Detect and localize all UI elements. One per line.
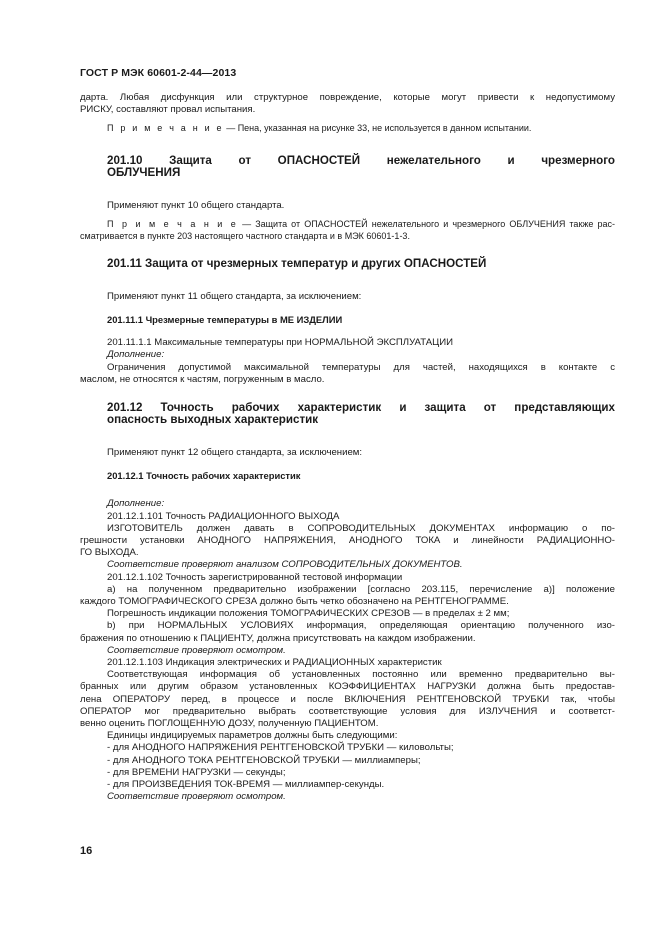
addition-label: Дополнение: — [107, 498, 165, 510]
paragraph-line: ИЗГОТОВИТЕЛЬ должен давать в СОПРОВОДИТЕЛЬНЫХ ДОКУМЕНТАХ информацию о по- — [107, 522, 615, 534]
paragraph-line: b) при НОРМАЛЬНЫХ УСЛОВИЯХ информация, определяющая ориентацию полученного изо- — [107, 620, 615, 632]
note-label: П р и м е ч а н и е — [107, 218, 239, 229]
page-number: 16 — [80, 845, 93, 857]
paragraph-line: бражения по отношению к ПАЦИЕНТУ, должна присутствовать на каждом изображении. — [80, 632, 476, 644]
compliance-check: Соответствие проверяют осмотром. — [107, 791, 286, 803]
paragraph-line: Погрешность индикации положения ТОМОГРАФИЧЕСКИХ СРЕЗОВ — в пределах ± 2 мм; — [107, 608, 510, 620]
paragraph-line: грешности установки АНОДНОГО НАПРЯЖЕНИЯ, АНОДНОГО ТОКА и линейности РАДИАЦИОННО- — [80, 534, 615, 546]
paragraph-line: дарта. Любая дисфункция или структурное повреждение, которые могут привести к недопустимому — [80, 92, 615, 103]
note-text: — Защита от ОПАСНОСТЕЙ нежелательного и чрезмерного ОБЛУЧЕНИЯ также рас- — [238, 218, 616, 229]
paragraph-line: ГО ВЫХОДА. — [80, 547, 139, 559]
page-header: ГОСТ Р МЭК 60601-2-44—2013 — [80, 67, 237, 79]
compliance-check: Соответствие проверяют осмотром. — [107, 644, 286, 656]
paragraph-line: ОПЕРАТОР мог предварительно выбрать соответствующие условия для ИЗЛУЧЕНИЯ и соответст- — [80, 705, 615, 717]
item-heading: 201.11.1.1 Максимальные температуры при НОРМАЛЬНОЙ ЭКСПЛУАТАЦИИ — [107, 337, 454, 349]
paragraph-line: венно оценить ПОГЛОЩЕННУЮ ДОЗУ, полученную ПАЦИЕНТОМ. — [80, 718, 379, 729]
paragraph-line: маслом, не относятся к частям, погруженным в масло. — [80, 373, 325, 385]
item-heading: 201.12.1.103 Индикация электрических и РАДИАЦИОННЫХ характеристик — [107, 656, 442, 668]
note — [107, 122, 615, 134]
section-heading-201-12-cont: опасность выходных характеристик — [107, 413, 319, 427]
item-heading: 201.12.1.101 Точность РАДИАЦИОННОГО ВЫХОДА — [107, 510, 340, 522]
section-heading-201-10: 201.10 Защита от ОПАСНОСТЕЙ нежелательного и чрезмерного — [107, 153, 615, 167]
note — [107, 218, 615, 230]
note-text: — Пена, указанная на рисунке 33, не используется в данном испытании. — [223, 123, 532, 134]
list-item: - для АНОДНОГО НАПРЯЖЕНИЯ РЕНТГЕНОВСКОЙ ТРУБКИ — киловольты; — [107, 742, 454, 754]
paragraph-line: а) на полученном предварительно изображении [согласно 203.115, перечисление а)] положение — [107, 583, 615, 595]
item-heading: 201.12.1.102 Точность зарегистрированной тестовой информации — [107, 571, 403, 583]
paragraph-line: каждого ТОМОГРАФИЧЕСКОГО СРЕЗА должно быть четко обозначено на РЕНТГЕНОГРАММЕ. — [80, 595, 509, 607]
paragraph-line: РИСКУ, составляют провал испытания. — [80, 104, 256, 116]
list-item: - для ВРЕМЕНИ НАГРУЗКИ — секунды; — [107, 766, 286, 778]
applies-text: Применяют пункт 12 общего стандарта, за исключением: — [107, 446, 363, 458]
section-heading-201-12: 201.12 Точность рабочих характеристик и защита от представляющих — [107, 400, 615, 414]
page-content — [80, 92, 616, 803]
note-label: П р и м е ч а н и е — [107, 123, 224, 134]
section-heading-201-11: 201.11 Защита от чрезмерных температур и других ОПАСНОСТЕЙ — [107, 257, 487, 271]
paragraph-line: бранных или другим образом установленных КОЭФФИЦИЕНТАХ НАГРУЗКИ должна быть предостав- — [80, 681, 615, 693]
section-heading-201-10-cont: ОБЛУЧЕНИЯ — [107, 166, 181, 180]
compliance-check: Соответствие проверяют анализом СОПРОВОДИТЕЛЬНЫХ ДОКУМЕНТОВ. — [107, 559, 463, 571]
paragraph-line: лена ОПЕРАТОРУ перед, в процессе и после ВКЛЮЧЕНИЯ РЕНТГЕНОВСКОЙ ТРУБКИ так, чтобы — [80, 693, 615, 705]
paragraph-line: Ограничения допустимой максимальной температуры для частей, находящихся в контакте с — [107, 361, 615, 373]
note-text-cont: сматривается в пункте 203 настоящего частного стандарта и в МЭК 60601-1-3. — [80, 231, 410, 242]
applies-text: Применяют пункт 10 общего стандарта. — [107, 199, 285, 211]
subsection-heading: 201.12.1 Точность рабочих характеристик — [107, 470, 301, 482]
subsection-heading: 201.11.1 Чрезмерные температуры в МЕ ИЗДЕЛИИ — [107, 313, 343, 325]
list-item: - для ПРОИЗВЕДЕНИЯ ТОК-ВРЕМЯ — миллиампер-секунды. — [107, 779, 385, 791]
paragraph-line: Единицы индицируемых параметров должны быть следующими: — [107, 730, 398, 742]
applies-text: Применяют пункт 11 общего стандарта, за исключением: — [107, 290, 362, 302]
addition-label: Дополнение: — [107, 349, 165, 361]
paragraph-line: Соответствующая информация об установленных постоянно или временно предварительно вы- — [107, 669, 615, 681]
list-item: - для АНОДНОГО ТОКА РЕНТГЕНОВСКОЙ ТРУБКИ — миллиамперы; — [107, 754, 421, 766]
